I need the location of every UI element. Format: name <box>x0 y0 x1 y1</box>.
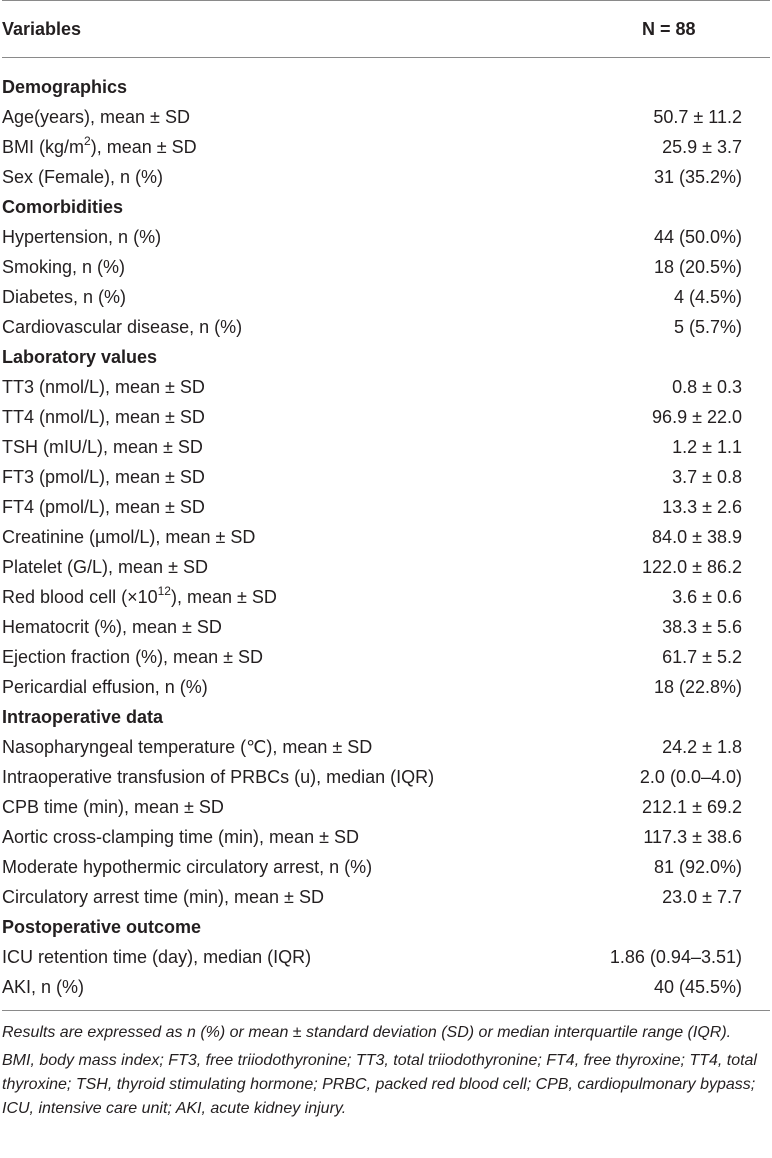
row-label: ICU retention time (day), median (IQR) <box>2 947 312 967</box>
section-title: Comorbidities <box>2 197 124 217</box>
row-label-pre: BMI (kg/m <box>2 137 85 157</box>
row-value: 13.3 ± 2.6 <box>662 497 742 517</box>
table-row <box>2 732 770 762</box>
table-row <box>2 642 770 672</box>
row-value: 81 (92.0%) <box>653 857 742 877</box>
table-footnotes <box>2 1011 762 1121</box>
row-value: 24.2 ± 1.8 <box>662 737 742 757</box>
section-comorbidities <box>2 192 770 342</box>
section-title-row <box>2 912 770 942</box>
row-label-post: ), mean ± SD <box>170 587 277 607</box>
row-value: 3.7 ± 0.8 <box>672 467 742 487</box>
table-row <box>2 222 770 252</box>
row-label: Pericardial effusion, n (%) <box>2 677 208 697</box>
row-label: TT4 (nmol/L), mean ± SD <box>2 407 205 427</box>
row-value: 5 (5.7%) <box>673 317 742 337</box>
row-label: Hematocrit (%), mean ± SD <box>2 617 222 637</box>
row-value: 4 (4.5%) <box>673 287 742 307</box>
row-label: Moderate hypothermic circulatory arrest, n (%) <box>2 857 373 877</box>
row-value: 1.2 ± 1.1 <box>672 437 742 457</box>
table-row <box>2 852 770 882</box>
characteristics-table <box>2 0 770 1010</box>
section-title-row <box>2 192 770 222</box>
row-value: 84.0 ± 38.9 <box>652 527 742 547</box>
section-title: Intraoperative data <box>2 707 164 727</box>
section-postoperative-outcome <box>2 912 770 1010</box>
row-value: 40 (45.5%) <box>653 977 742 997</box>
section-demographics <box>2 58 770 193</box>
table-row <box>2 462 770 492</box>
table-row <box>2 552 770 582</box>
row-value: 1.86 (0.94–3.51) <box>609 947 742 967</box>
row-label: FT4 (pmol/L), mean ± SD <box>2 497 205 517</box>
row-value: 122.0 ± 86.2 <box>642 557 742 577</box>
row-label: CPB time (min), mean ± SD <box>2 797 224 817</box>
row-value: 25.9 ± 3.7 <box>662 137 742 157</box>
table-row <box>2 522 770 552</box>
section-title-row <box>2 58 770 103</box>
row-value: 44 (50.0%) <box>653 227 742 247</box>
section-laboratory-values <box>2 342 770 702</box>
row-value: 212.1 ± 69.2 <box>642 797 742 817</box>
section-title: Demographics <box>2 77 128 97</box>
table-row <box>2 102 770 132</box>
row-label <box>2 582 562 612</box>
table-row <box>2 972 770 1010</box>
row-value: 3.6 ± 0.6 <box>672 587 742 607</box>
row-label-pre: Red blood cell (×10 <box>2 587 158 607</box>
row-value: 31 (35.2%) <box>653 167 742 187</box>
row-value: 50.7 ± 11.2 <box>653 107 742 127</box>
row-label: Circulatory arrest time (min), mean ± SD <box>2 887 324 907</box>
row-value: 23.0 ± 7.7 <box>662 887 742 907</box>
row-label: TSH (mIU/L), mean ± SD <box>2 437 203 457</box>
row-label: AKI, n (%) <box>2 977 85 997</box>
header-n: N = 88 <box>562 1 770 58</box>
row-value: 38.3 ± 5.6 <box>662 617 742 637</box>
table-row <box>2 432 770 462</box>
table-header-row <box>2 1 770 58</box>
row-value: 2.0 (0.0–4.0) <box>639 767 742 787</box>
row-label: Smoking, n (%) <box>2 257 126 277</box>
table-row <box>2 492 770 522</box>
table-row <box>2 282 770 312</box>
section-intraoperative-data <box>2 702 770 912</box>
row-label: Age(years), mean ± SD <box>2 107 190 127</box>
row-label: Nasopharyngeal temperature (℃), mean ± SD <box>2 737 373 757</box>
table-row <box>2 672 770 702</box>
footnote-abbreviations: BMI, body mass index; FT3, free triiodothyronine; TT3, total triiodothyronine; FT4, free thyroxine; TT4, total thyroxine; TSH, thyroid stimulating hormone; PRBC, packed red blood cell; CPB, cardiopulmonary bypass; ICU, intensive care unit; AKI, acute kidney injury. <box>2 1052 757 1117</box>
table-row <box>2 312 770 342</box>
section-title-row <box>2 702 770 732</box>
row-value: 96.9 ± 22.0 <box>652 407 742 427</box>
table-row <box>2 882 770 912</box>
row-label: Intraoperative transfusion of PRBCs (u), median (IQR) <box>2 767 435 787</box>
row-label-sup: 2 <box>84 134 91 148</box>
table-row <box>2 582 770 612</box>
table-row <box>2 402 770 432</box>
row-value: 61.7 ± 5.2 <box>662 647 742 667</box>
row-label: Platelet (G/L), mean ± SD <box>2 557 208 577</box>
row-label: Hypertension, n (%) <box>2 227 162 247</box>
table-row <box>2 252 770 282</box>
row-label: Cardiovascular disease, n (%) <box>2 317 243 337</box>
row-label: FT3 (pmol/L), mean ± SD <box>2 467 205 487</box>
table-row <box>2 132 770 162</box>
row-label: Creatinine (µmol/L), mean ± SD <box>2 527 256 547</box>
table-row <box>2 162 770 192</box>
row-label: Ejection fraction (%), mean ± SD <box>2 647 263 667</box>
row-label-sup: 12 <box>157 584 171 598</box>
table-row <box>2 792 770 822</box>
row-label: Aortic cross-clamping time (min), mean ± SD <box>2 827 359 847</box>
table-row <box>2 372 770 402</box>
header-variables: Variables <box>2 1 562 58</box>
footnote-results: Results are expressed as n (%) or mean ± standard deviation (SD) or median interquartile range (IQR). <box>2 1024 732 1041</box>
row-value: 117.3 ± 38.6 <box>643 827 742 847</box>
row-value: 18 (20.5%) <box>653 257 742 277</box>
row-label <box>2 132 562 162</box>
table-row <box>2 762 770 792</box>
section-title: Postoperative outcome <box>2 917 202 937</box>
row-label-post: ), mean ± SD <box>90 137 197 157</box>
row-label: Sex (Female), n (%) <box>2 167 164 187</box>
section-title: Laboratory values <box>2 347 158 367</box>
row-label: TT3 (nmol/L), mean ± SD <box>2 377 205 397</box>
table-row <box>2 942 770 972</box>
table-row <box>2 822 770 852</box>
row-label: Diabetes, n (%) <box>2 287 127 307</box>
row-value: 18 (22.8%) <box>653 677 742 697</box>
section-title-row <box>2 342 770 372</box>
table-row <box>2 612 770 642</box>
row-value: 0.8 ± 0.3 <box>672 377 742 397</box>
